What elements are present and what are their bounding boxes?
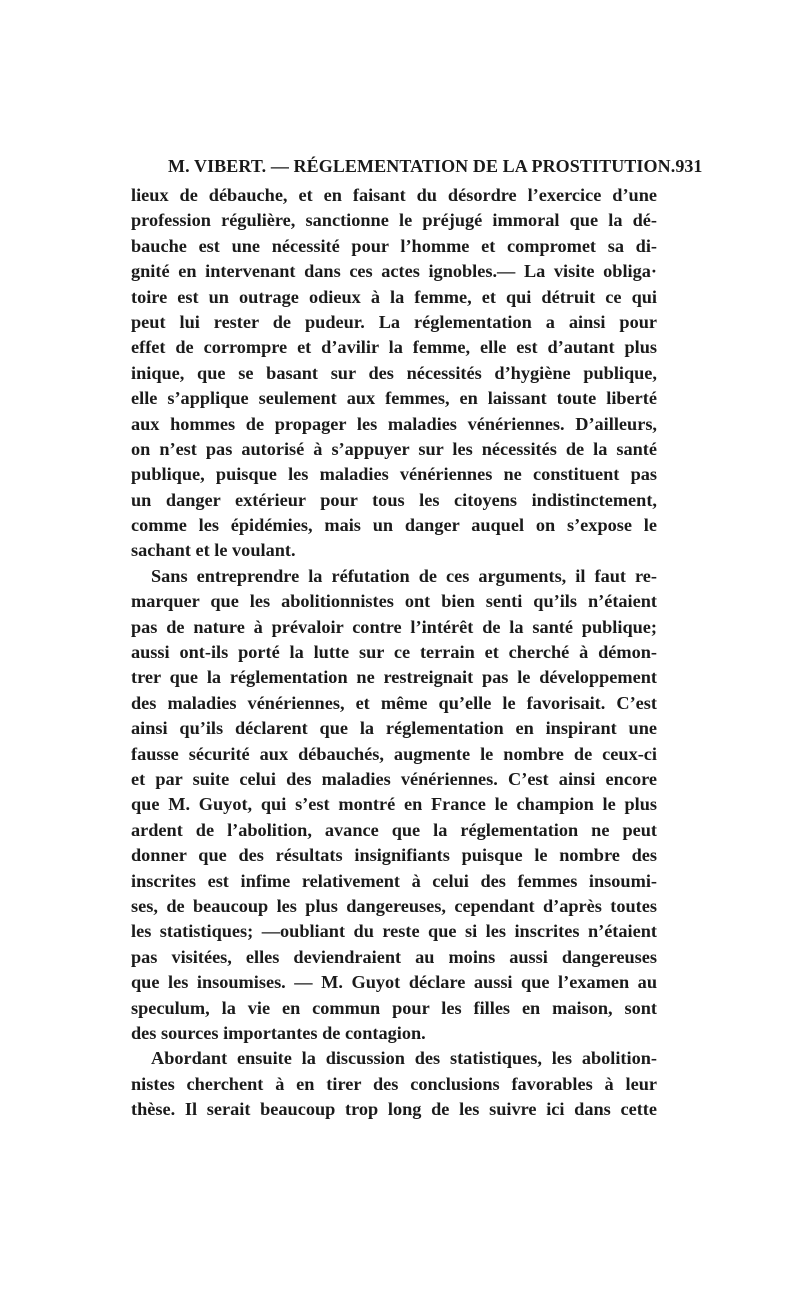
text-line: speculum, la vie en commun pour les filles en maison, sont <box>131 997 657 1018</box>
text-line: fausse sécurité aux débauchés, augmente le nombre de ceux-ci <box>131 743 657 764</box>
body-text <box>131 183 657 1122</box>
text-line: des maladies vénériennes, et même qu’elle le favorisait. C’est <box>131 692 657 713</box>
text-line: inique, que se basant sur des nécessités d’hygiène publique, <box>131 362 657 383</box>
text-line: donner que des résultats insignifiants puisque le nombre des <box>131 845 657 866</box>
text-line: que les insoumises. — M. Guyot déclare aussi que l’examen au <box>131 972 657 993</box>
text-line: pas visitées, elles deviendraient au moins aussi dangereuses <box>131 946 657 967</box>
text-line: ainsi qu’ils déclarent que la réglementation en inspirant une <box>131 718 657 739</box>
text-line: aux hommes de propager les maladies vénériennes. D’ailleurs, <box>131 413 657 434</box>
text-line: ardent de l’abolition, avance que la réglementation ne peut <box>131 819 657 840</box>
paragraph-end-line: des sources importantes de contagion. <box>131 1022 426 1043</box>
text-line: que M. Guyot, qui s’est montré en France le champion le plus <box>131 794 657 815</box>
text-line: elle s’applique seulement aux femmes, en laissant toute liberté <box>131 388 657 409</box>
text-line: inscrites est infime relativement à celui des femmes insoumi- <box>131 870 657 891</box>
text-line: et par suite celui des maladies vénériennes. C’est ainsi encore <box>131 768 657 789</box>
text-line: publique, puisque les maladies vénériennes ne constituent pas <box>131 464 657 485</box>
text-line: effet de corrompre et d’avilir la femme, elle est d’autant plus <box>131 337 657 358</box>
paragraph-first-line: Abordant ensuite la discussion des statistiques, les abolition- <box>151 1048 657 1069</box>
paragraph-first-line: Sans entreprendre la réfutation de ces arguments, il faut re- <box>151 565 657 586</box>
running-head <box>168 156 703 182</box>
text-line: trer que la réglementation ne restreignait pas le développement <box>131 667 657 688</box>
running-title: M. VIBERT. — RÉGLEMENTATION DE LA PROSTITUTION. <box>168 156 676 176</box>
text-line: toire est un outrage odieux à la femme, et qui détruit ce qui <box>131 286 657 307</box>
text-line: profession régulière, sanctionne le préjugé immoral que la dé- <box>131 210 657 231</box>
text-line: peut lui rester de pudeur. La réglementation a ainsi pour <box>131 311 657 332</box>
page-number: 931 <box>675 156 703 176</box>
text-line: ses, de beaucoup les plus dangereuses, cependant d’après toutes <box>131 895 657 916</box>
text-line: pas de nature à prévaloir contre l’intérêt de la santé publique; <box>131 616 657 637</box>
paragraph-end-line: sachant et le voulant. <box>131 540 296 561</box>
text-line: un danger extérieur pour tous les citoyens indistinctement, <box>131 489 657 510</box>
text-line: aussi ont-ils porté la lutte sur ce terrain et cherché à démon- <box>131 642 657 663</box>
text-line: lieux de débauche, et en faisant du désordre l’exercice d’une <box>131 185 657 205</box>
text-line: thèse. Il serait beaucoup trop long de les suivre ici dans cette <box>131 1099 657 1120</box>
text-line: on n’est pas autorisé à s’appuyer sur les nécessités de la santé <box>131 438 657 459</box>
text-line: bauche est une nécessité pour l’homme et compromet sa di- <box>131 235 657 256</box>
text-line: marquer que les abolitionnistes ont bien senti qu’ils n’étaient <box>131 591 657 612</box>
text-line: les statistiques; —oubliant du reste que si les inscrites n’étaient <box>131 921 657 942</box>
text-line: comme les épidémies, mais un danger auquel on s’expose le <box>131 515 657 536</box>
text-line: nistes cherchent à en tirer des conclusions favorables à leur <box>131 1073 657 1094</box>
text-line: gnité en intervenant dans ces actes ignobles.— La visite obliga· <box>131 261 657 282</box>
